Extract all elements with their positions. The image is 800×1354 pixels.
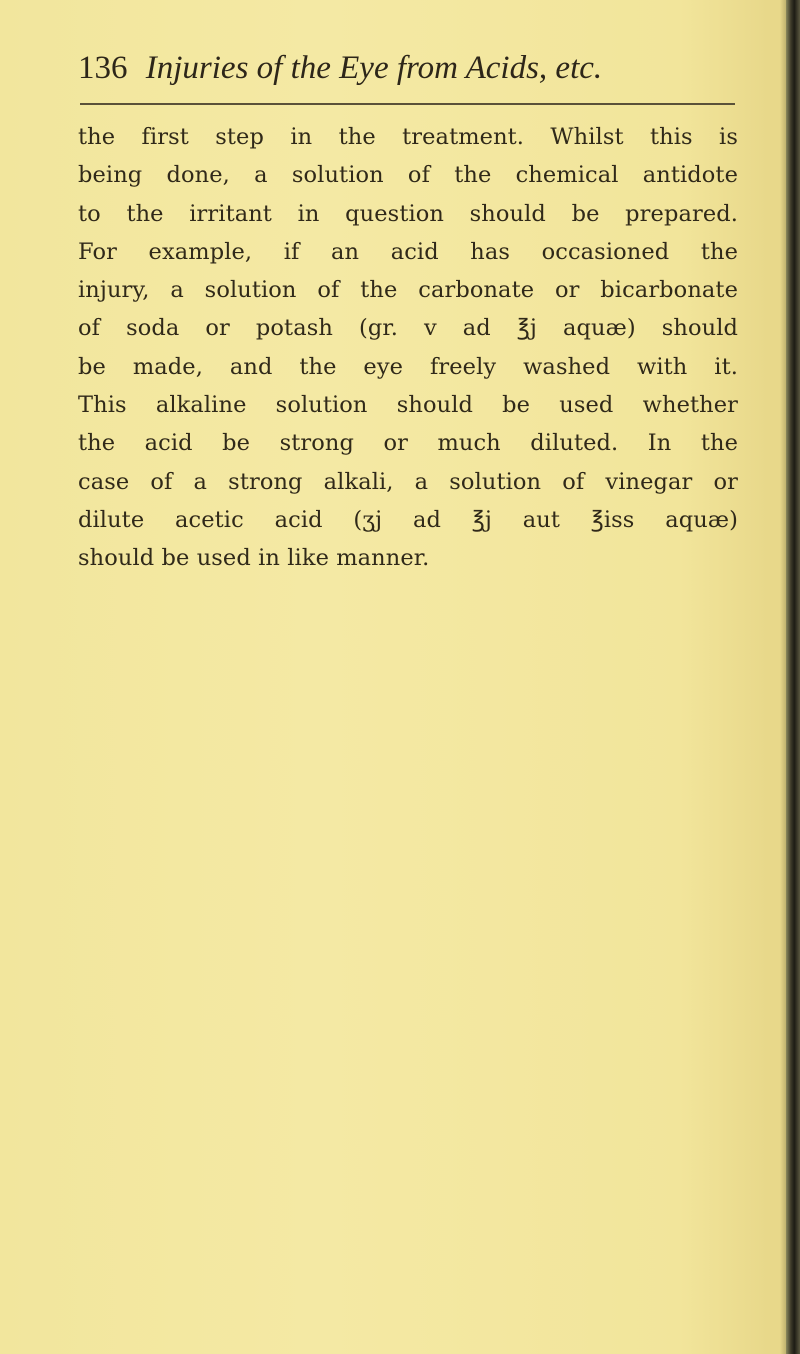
text-line: injury, a solution of the carbonate or bicarbonate <box>78 277 738 304</box>
text-line: the first step in the treatment. Whilst this is <box>78 124 738 150</box>
text-line: dilute acetic acid (ʒj ad ℥j aut ℥iss aquæ) <box>78 506 738 533</box>
text-line: This alkaline solution should be used whether <box>78 392 738 419</box>
text-line: For example, if an acid has occasioned the <box>78 238 738 265</box>
book-spine <box>786 0 800 1354</box>
text-line: the acid be strong or much diluted. In the <box>78 430 738 457</box>
text-line: be made, and the eye freely washed with it. <box>78 353 738 380</box>
running-head <box>78 48 738 88</box>
text-line: to the irritant in question should be prepared. <box>78 200 738 227</box>
running-head-title: Injuries of the Eye from Acids, etc. <box>145 50 603 86</box>
text-line: of soda or potash (gr. v ad ℥j aquæ) should <box>78 315 738 342</box>
page-number: 136 <box>78 50 128 86</box>
header-rule <box>80 103 735 105</box>
body-paragraph <box>78 118 738 578</box>
text-line: case of a strong alkali, a solution of vinegar or <box>78 468 738 495</box>
text-line-last: should be used in like manner. <box>78 545 430 572</box>
text-line: being done, a solution of the chemical antidote <box>78 162 738 189</box>
